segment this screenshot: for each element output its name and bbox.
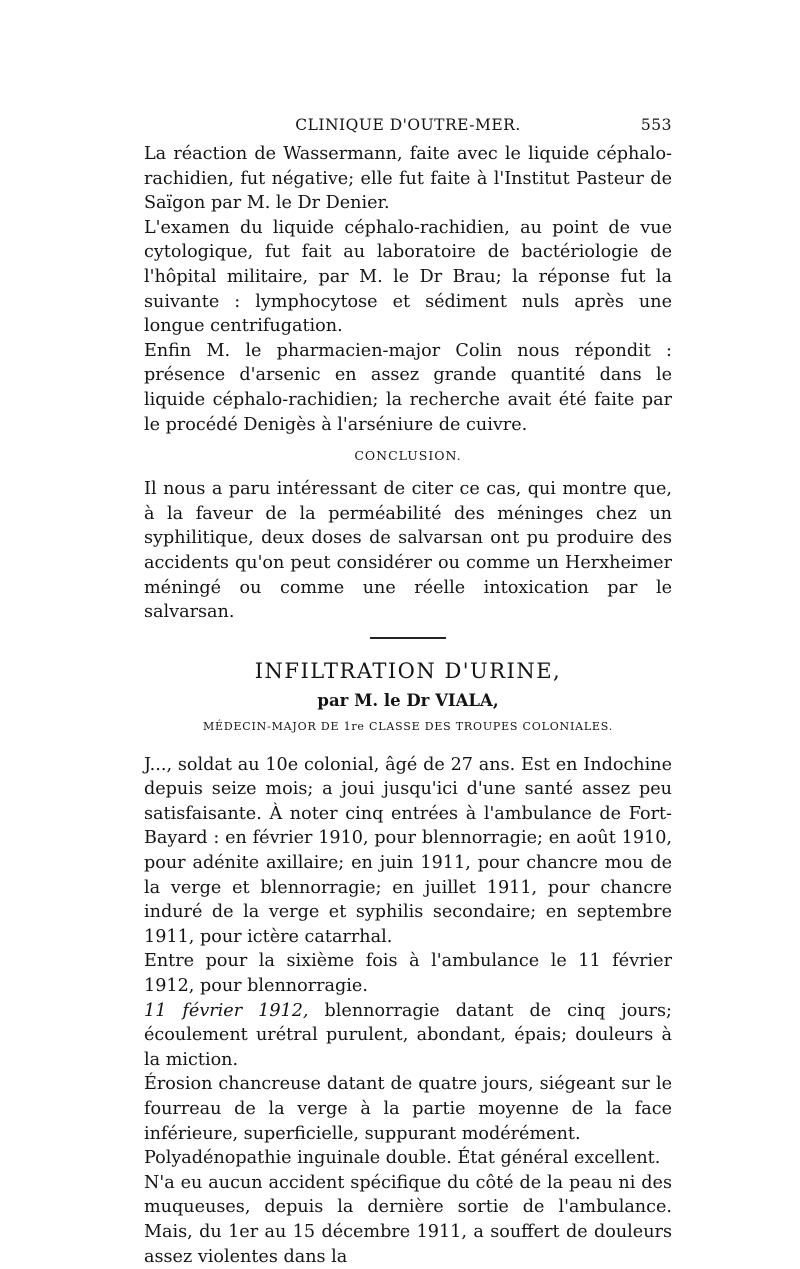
running-title: CLINIQUE D'OUTRE-MER.	[295, 116, 521, 134]
paragraph-polyadenopathy: Polyadénopathie inguinale double. État général excellent.	[144, 1148, 661, 1169]
article-byline: par M. le Dr VIALA,	[317, 690, 499, 710]
paragraph-dated-entry	[144, 999, 672, 1073]
running-header	[144, 112, 672, 142]
section-divider	[370, 637, 446, 639]
paragraph-cytology: L'examen du liquide céphalo-rachidien, au point de vue cytologique, fut fait au laboratoire de bactériologie de l'hôpital militaire, par M. le Dr Brau; la réponse fut la suivante : lymphocytose et sédiment nuls après une longue centrifugation.	[144, 217, 672, 337]
paragraph-wassermann: La réaction de Wassermann, faite avec le liquide céphalo-rachidien, fut négative; elle fut faite à l'Institut Pasteur de Saïgon par M. le Dr Denier.	[144, 144, 672, 214]
author-affiliation: MÉDECIN-MAJOR DE 1re CLASSE DES TROUPES COLONIALES.	[202, 719, 614, 733]
dated-entry-text: blennorragie datant de cinq jours; écoulement urétral purulent, abondant, épais; douleurs à la miction.	[144, 1000, 672, 1070]
article-title: INFILTRATION D'URINE,	[254, 658, 562, 683]
paragraph-arsenic: Enfin M. le pharmacien-major Colin nous répondit : présence d'arsenic en assez grande quantité dans le liquide céphalo-rachidien; la recherche avait été faite par le procédé Denigès à l'arséniure de cuivre.	[144, 340, 672, 435]
document-page	[144, 112, 672, 1269]
paragraph-case-history: J..., soldat au 10e colonial, âgé de 27 ans. Est en Indochine depuis seize mois; a joui jusqu'ici d'une santé assez peu satisfaisante. À noter cinq entrées à l'ambulance de Fort-Bayard : en février 1910, pour blennorragie; en août 1910, pour adénite axillaire; en juin 1911, pour chancre mou de la verge et blennorragie; en juillet 1911, pour chancre induré de la verge et syphilis secondaire; en septembre 1911, pour ictère catarrhal.	[144, 754, 672, 947]
paragraph-erosion: Érosion chancreuse datant de quatre jours, siégeant sur le fourreau de la verge à la partie moyenne de la face inférieure, superficielle, suppurant modérément.	[144, 1074, 672, 1144]
paragraph-symptoms: N'a eu aucun accident spécifique du côté de la peau ni des muqueuses, depuis la dernière sortie de l'ambulance. Mais, du 1er au 15 décembre 1911, a souffert de douleurs assez violentes dans la	[144, 1172, 672, 1267]
page-number: 553	[640, 116, 672, 134]
conclusion-heading: CONCLUSION.	[354, 448, 462, 464]
italic-date: 11 février 1912,	[144, 1000, 309, 1021]
paragraph-conclusion: Il nous a paru intéressant de citer ce cas, qui montre que, à la faveur de la perméabilité des méninges chez un syphilitique, deux doses de salvarsan ont pu produire des accidents qu'on peut considérer ou comme un Herxheimer méningé ou comme une réelle intoxication par le salvarsan.	[144, 479, 672, 623]
paragraph-admission: Entre pour la sixième fois à l'ambulance le 11 février 1912, pour blennorragie.	[144, 951, 672, 997]
